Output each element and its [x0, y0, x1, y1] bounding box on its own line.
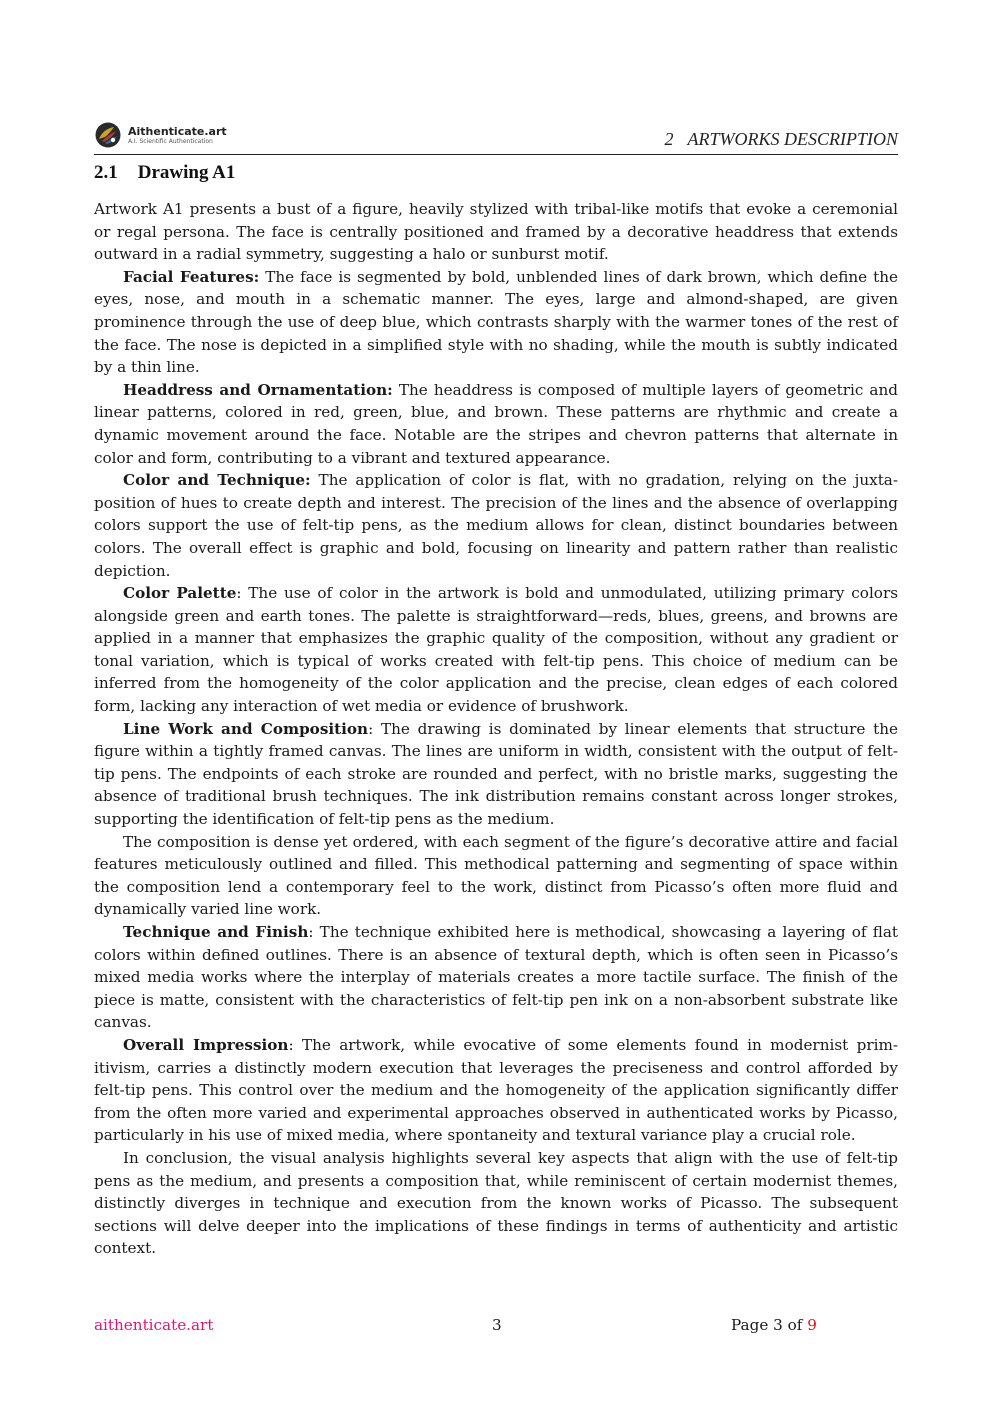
section-number: 2.1 [94, 162, 118, 183]
section-heading [94, 162, 235, 184]
logo-tagline: A.I. Scientific Authentication [128, 137, 213, 145]
logo-name: Aithenticate.art [128, 124, 227, 138]
page-header [94, 118, 898, 155]
body-text [94, 198, 898, 1260]
paragraph-text: The application of color is flat, with no gradation, relying on the juxtaposition of hues to create depth and interest. The precision of the lines and the absence of overlapping colors support the use of felt-tip pens, as the medium allows for clean, distinct boundaries between colors. The overall effect is graphic and bold, focusing on linearity and pattern rather than realistic depiction. [94, 471, 898, 580]
paragraph-text: The face is segmented by bold, unblended lines of dark brown, which define the eyes, nose, and mouth in a schematic manner. The eyes, large and almond-shaped, are given prominence through the use of deep blue, which contrasts sharply with the warmer tones of the rest of the face. The nose is depicted in a simplified style with no shading, while the mouth is subtly indicated by a thin line. [94, 267, 898, 377]
footer-page-label: Page 3 of [731, 1316, 808, 1334]
paragraph-lead: Headdress and Ornamentation: [123, 380, 393, 399]
brush-palette-icon [94, 121, 122, 149]
paragraph-color-palette [94, 582, 898, 718]
paragraph-text: : The drawing is dominated by linear elements that structure the figure within a tightly framed canvas. The lines are uniform in width, consistent with the output of felt-tip pens. The endpoints of each stroke are rounded and perfect, with no bristle marks, suggesting the absence of traditional brush techniques. The ink distribution remains constant across longer strokes, supporting the identification of felt-tip pens as the medium. [94, 719, 898, 829]
paragraph-text: Artwork A1 presents a bust of a figure, heavily stylized with tribal-like motifs that evoke a ceremonial or regal persona. The face is centrally positioned and framed by a decorative headdress that extends outward in a radial symmetry, suggesting a halo or sunburst motif. [94, 200, 898, 264]
footer-page-count [731, 1316, 817, 1334]
paragraph-text: The headdress is composed of multiple layers of geometric and linear patterns, colored in red, green, blue, and brown. These patterns are rhythmic and create a dynamic movement around the face. Notable are the stripes and chevron patterns that alternate in color and form, contributing to a vibrant and textured appearance. [94, 380, 898, 467]
paragraph-text: In conclusion, the visual analysis highlights several key aspects that align with the use of felt-tip pens as the medium, and presents a composition that, while reminiscent of certain modernist themes, distinctly diverges in technique and execution from the known works of Picasso. The subsequent sections will delve deeper into the implications of these findings in terms of authenticity and artistic context. [94, 1148, 898, 1258]
paragraph-lead: Facial Features: [123, 267, 260, 286]
running-head [665, 129, 899, 150]
paragraph-conclusion [94, 1147, 898, 1260]
paragraph-text: : The technique exhibited here is methodical, showcasing a layering of flat colors within defined outlines. There is an absence of textural depth, which is often seen in Picasso’s mixed media works where the interplay of materials creates a more tactile surface. The finish of the piece is matte, consistent with the characteristics of felt-tip pen ink on a non-absorbent substrate like canvas. [94, 923, 898, 1032]
paragraph-overall-impression [94, 1034, 898, 1147]
section-title: Drawing A1 [137, 162, 236, 183]
paragraph-line-work [94, 718, 898, 831]
logo[interactable] [94, 120, 227, 150]
footer-page-total[interactable]: 9 [807, 1316, 817, 1334]
paragraph-lead: Technique and Finish [123, 923, 309, 941]
paragraph-lead: Line Work and Composition [123, 719, 369, 738]
footer-page-number: 3 [492, 1316, 502, 1334]
paragraph-lead: Overall Impression [123, 1035, 289, 1054]
paragraph-intro [94, 198, 898, 266]
paragraph-color-technique [94, 469, 898, 582]
paragraph-facial-features [94, 266, 898, 379]
paragraph-lead: Color and Technique: [123, 471, 311, 490]
paragraph-technique-finish [94, 921, 898, 1034]
running-head-number: 2 [664, 129, 674, 149]
page-footer [94, 1316, 898, 1338]
paragraph-lead: Color Palette [123, 584, 237, 603]
paragraph-headdress [94, 379, 898, 469]
running-head-title: ARTWORKS DESCRIPTION [687, 129, 898, 149]
paragraph-text: : The use of color in the artwork is bold and unmodulated, utilizing primary colors alongside green and earth tones. The palette is straightforward—reds, blues, greens, and browns are applied in a manner that emphasizes the graphic quality of the composition, without any gradient or tonal variation, which is typical of works created with felt-tip pens. This choice of medium can be inferred from the homogeneity of the color application and the precise, clean edges of each colored form, lacking any interaction of wet media or evidence of brushwork. [94, 584, 898, 716]
paragraph-text: The composition is dense yet ordered, with each segment of the figure’s decorative attire and facial features meticulously outlined and filled. This methodical patterning and segmenting of space within the composition lend a contemporary feel to the work, distinct from Picasso’s often more fluid and dynamically varied line work. [94, 832, 898, 919]
footer-website-link[interactable]: aithenticate.art [94, 1316, 214, 1334]
paragraph-composition [94, 831, 898, 921]
paragraph-text: : The artwork, while evocative of some elements found in modernist primitivism, carries a distinctly modern execution that leverages the preciseness and control afforded by felt-tip pens. This control over the medium and the homogeneity of the application significantly differ from the often more varied and experimental approaches observed in authenticated works by Picasso, particularly in his use of mixed media, where spontaneity and textural variance play a crucial role. [94, 1035, 898, 1145]
